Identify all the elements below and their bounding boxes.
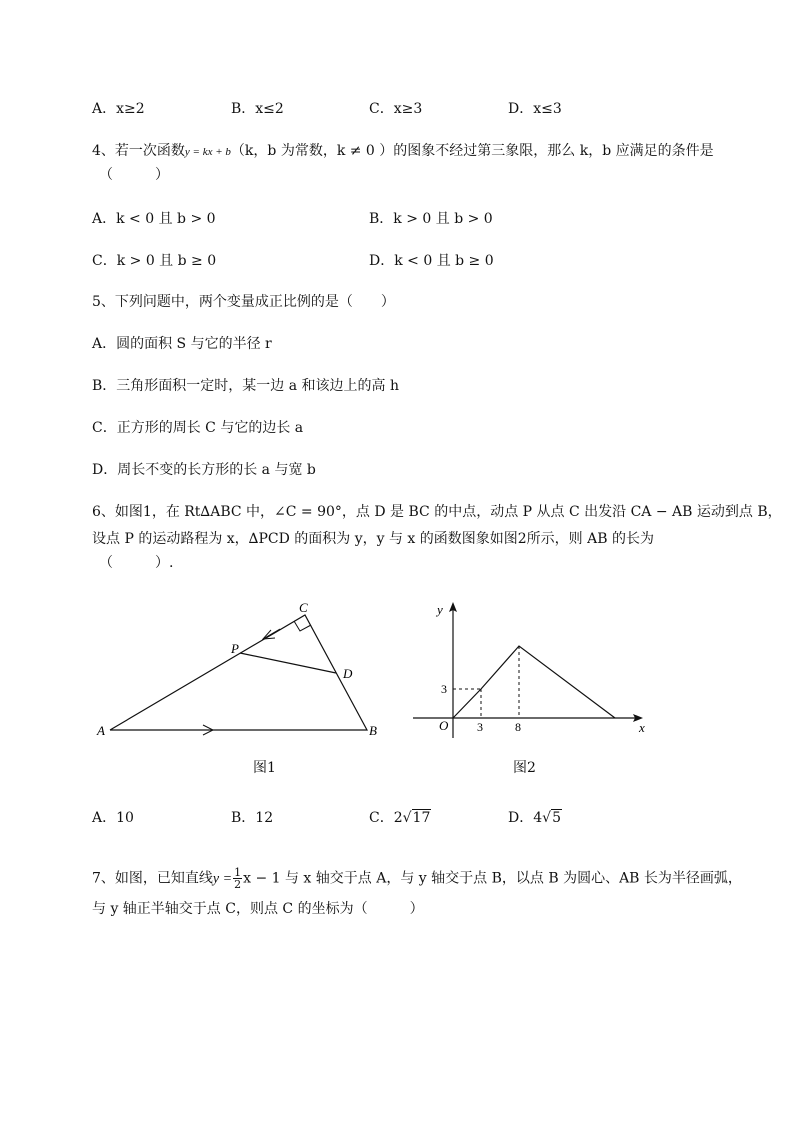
q6-option-c [369, 808, 431, 828]
label-c: C [299, 600, 308, 615]
label-x8: 8 [515, 720, 521, 734]
label-d: D [343, 666, 353, 681]
q4-stem-start: 4、若一次函数 [92, 143, 185, 159]
label-b: B [369, 723, 377, 738]
sqrt-symbol: √ [542, 810, 552, 826]
q5-option-b: B．三角形面积一定时，某一边 a 和该边上的高 h [92, 378, 400, 394]
q3-option-d: D．x≤3 [508, 101, 562, 117]
q6-figure1-caption: 图1 [253, 760, 276, 776]
q7-fraction [233, 867, 242, 890]
q7-fraction-denominator: 2 [234, 878, 242, 891]
q6-figure1 [95, 598, 385, 743]
q7-stem-end: x − 1 与 x 轴交于点 A，与 y 轴交于点 B，以点 B 为圆心、AB 长为半径画弧， [243, 870, 742, 887]
q4-function: y = kx + b [184, 146, 231, 158]
q6-stem-line1: 6、如图1，在 Rt∆ABC 中，∠C = 90°，点 D 是 BC 的中点，动点 P 从点 C 出发沿 CA − AB 运动到点 B， [92, 504, 782, 520]
arrow-ca [263, 629, 280, 639]
q6-option-d-prefix: D．4 [508, 810, 543, 826]
label-x3: 3 [477, 720, 483, 734]
q5-option-c: C．正方形的周长 C 与它的边长 a [92, 420, 304, 436]
sqrt-symbol: √ [402, 810, 412, 826]
q4-stem-end: （k，b 为常数，k ≠ 0 ）的图象不经过第三象限，那么 k，b 应满足的条件是 [230, 143, 714, 159]
q4-option-b: B．k > 0 且 b > 0 [369, 211, 493, 227]
q6-stem-line2: 设点 P 的运动路程为 x，∆PCD 的面积为 y，y 与 x 的函数图象如图2所示，则 AB 的长为 [92, 531, 654, 547]
label-p: P [231, 641, 239, 656]
q6-figure2-caption: 图2 [513, 760, 536, 776]
q7-stem-start: 7、如图，已知直线 [92, 870, 213, 887]
q5-option-a: A．圆的面积 S 与它的半径 r [92, 336, 272, 352]
q6-option-b: B．12 [231, 810, 274, 826]
q5-stem: 5、下列问题中，两个变量成正比例的是（ ） [92, 294, 395, 310]
q6-stem-line3: （ ）. [99, 555, 174, 571]
q3-option-a: A．x≥2 [92, 101, 145, 117]
label-origin: O [439, 718, 449, 733]
q4-blank: （ ） [99, 167, 169, 183]
q7-y-equals: y = [212, 871, 233, 887]
q6-option-c-radicand: 17 [412, 810, 431, 826]
q4-option-c: C．k > 0 且 b ≥ 0 [92, 253, 217, 269]
q5-option-d: D．周长不变的长方形的长 a 与宽 b [92, 462, 316, 478]
q4-option-a: A．k < 0 且 b > 0 [92, 211, 216, 227]
q7-stem-line1 [92, 867, 742, 890]
q6-option-a: A．10 [92, 810, 134, 826]
label-y-axis: y [437, 602, 443, 617]
arrow-ca-head [263, 630, 275, 639]
label-y3: 3 [441, 682, 447, 696]
q6-option-d [508, 808, 562, 828]
q6-figure2 [405, 598, 655, 743]
q7-fraction-numerator: 1 [234, 866, 242, 879]
q4-option-d: D．k < 0 且 b ≥ 0 [369, 253, 494, 269]
q4-stem [92, 141, 714, 162]
q3-option-b: B．x≤2 [231, 101, 284, 117]
q3-option-c: C．x≥3 [369, 101, 423, 117]
q6-option-d-radicand: 5 [552, 810, 561, 826]
label-a: A [97, 723, 105, 738]
q7-stem-line2: 与 y 轴正半轴交于点 C，则点 C 的坐标为（ ） [92, 901, 424, 917]
triangle-abc [110, 615, 367, 730]
q6-option-c-prefix: C．2 [369, 810, 403, 826]
label-x-axis: x [639, 720, 645, 735]
segment-pd [240, 653, 336, 673]
function-graph [453, 646, 615, 718]
